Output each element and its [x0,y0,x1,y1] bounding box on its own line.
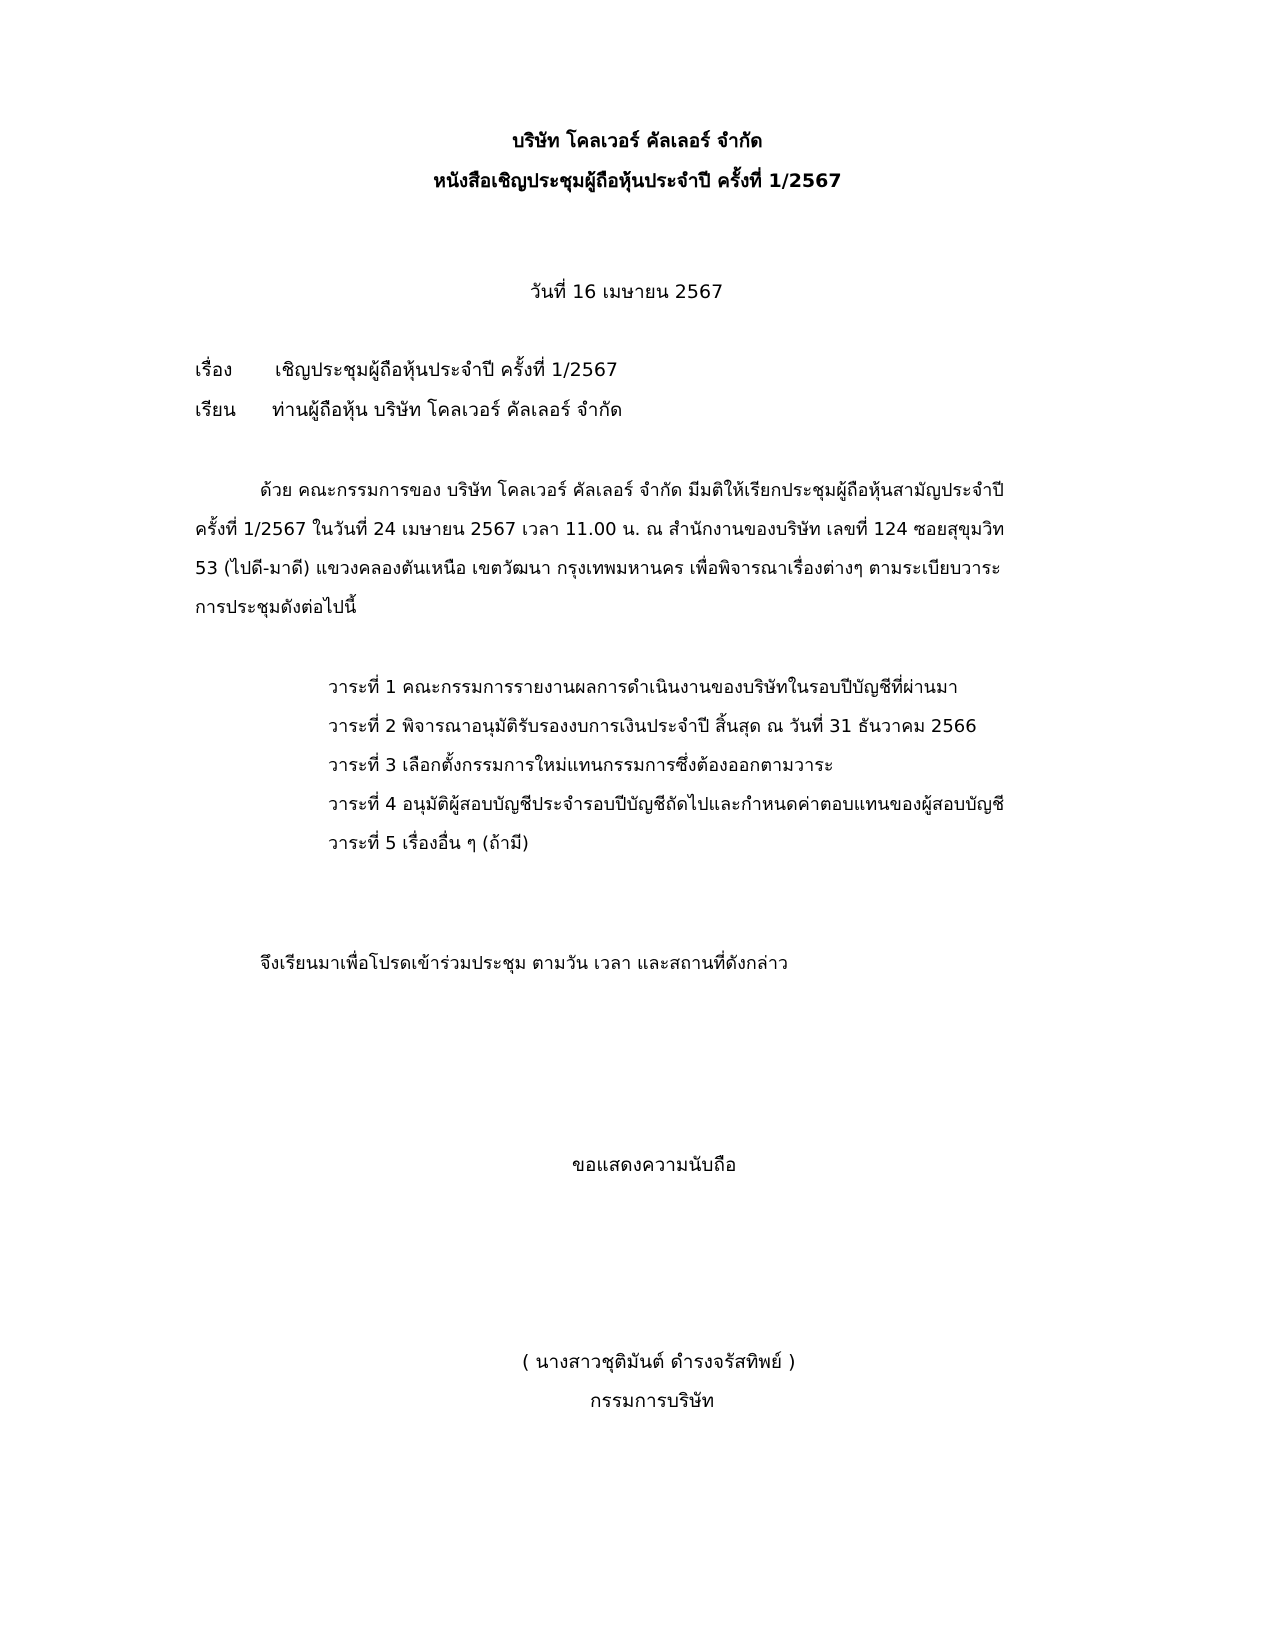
signatory-position: กรรมการบริษัท [590,1390,715,1412]
agenda-item: วาระที่ 4 อนุมัติผู้สอบบัญชีประจำรอบปีบัญชีถัดไปและกำหนดค่าตอบแทนของผู้สอบบัญชี [328,794,1005,815]
body-paragraph-line: ด้วย คณะกรรมการของ บริษัท โคลเวอร์ คัลเลอร์ จำกัด มีมติให้เรียกประชุมผู้ถือหุ้นสามัญประจำปี [260,480,1004,501]
signatory-name: ( นางสาวชุติมันต์ ดำรงจรัสทิพย์ ) [522,1351,796,1373]
body-paragraph-line: ครั้งที่ 1/2567 ในวันที่ 24 เมษายน 2567 เวลา 11.00 น. ณ สำนักงานของบริษัท เลขที่ 124 ซอยสุขุมวิท [195,519,1005,540]
subject-value: เชิญประชุมผู้ถือหุ้นประจำปี ครั้งที่ 1/2567 [275,359,619,381]
complimentary-close: ขอแสดงความนับถือ [572,1154,737,1176]
agenda-item: วาระที่ 2 พิจารณาอนุมัติรับรองงบการเงินประจำปี สิ้นสุด ณ วันที่ 31 ธันวาคม 2566 [328,716,977,737]
subject-label: เรื่อง [195,359,233,381]
body-paragraph-line: 53 (ไปดี-มาดี) แขวงคลองตันเหนือ เขตวัฒนา กรุงเทพมหานคร เพื่อพิจารณาเรื่องต่างๆ ตามระเบียบวาระ [195,558,1001,579]
closing-sentence: จึงเรียนมาเพื่อโปรดเข้าร่วมประชุม ตามวัน เวลา และสถานที่ดังกล่าว [260,953,789,974]
agenda-item: วาระที่ 5 เรื่องอื่น ๆ (ถ้ามี) [328,833,529,854]
agenda-item: วาระที่ 1 คณะกรรมการรายงานผลการดำเนินงานของบริษัทในรอบปีบัญชีที่ผ่านมา [328,677,958,698]
recipient-label: เรียน [195,399,236,421]
agenda-item: วาระที่ 3 เลือกตั้งกรรมการใหม่แทนกรรมการซึ่งต้องออกตามวาระ [328,755,834,776]
body-paragraph-line: การประชุมดังต่อไปนี้ [195,597,357,618]
company-heading: บริษัท โคลเวอร์ คัลเลอร์ จำกัด [512,130,763,152]
document-date: วันที่ 16 เมษายน 2567 [530,281,724,303]
recipient-value: ท่านผู้ถือหุ้น บริษัท โคลเวอร์ คัลเลอร์ จำกัด [272,399,623,421]
document-title: หนังสือเชิญประชุมผู้ถือหุ้นประจำปี ครั้งที่ 1/2567 [433,170,842,192]
